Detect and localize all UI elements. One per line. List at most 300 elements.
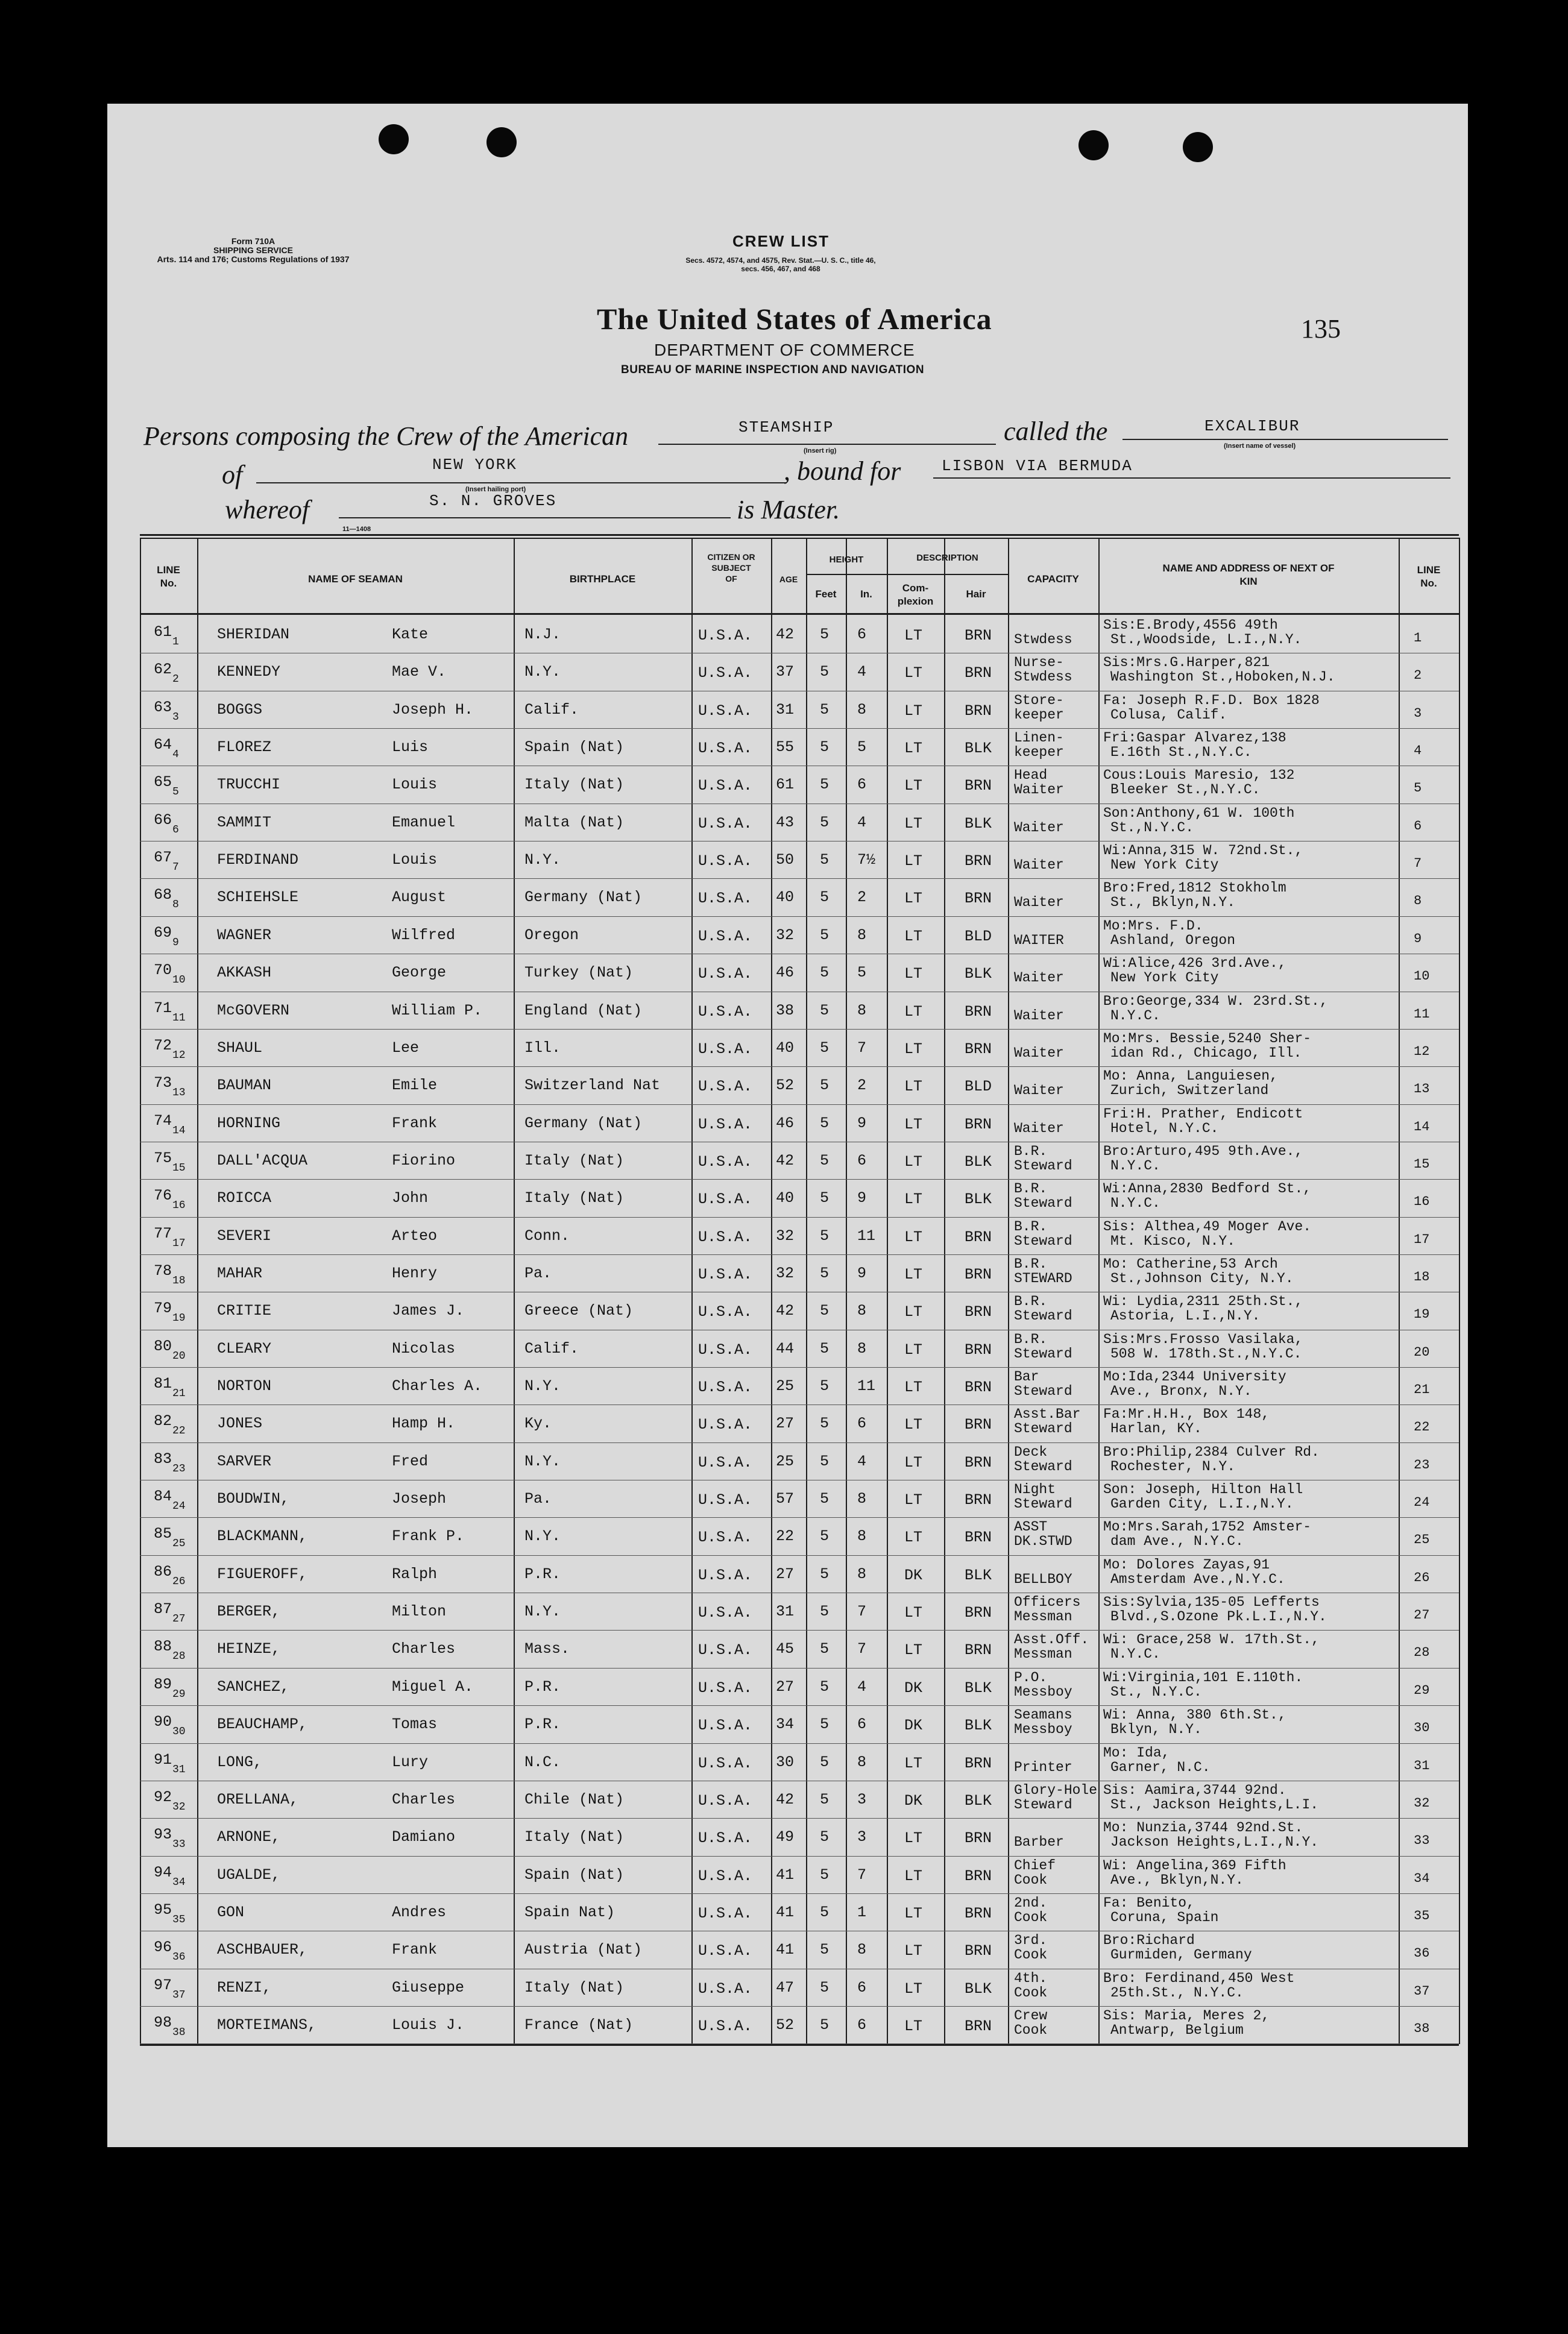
seaman-surname: HORNING	[217, 1114, 281, 1132]
height-feet: 5	[820, 1716, 830, 1734]
line-number: 85	[154, 1525, 172, 1543]
line-number: 69	[154, 923, 172, 942]
next-of-kin-line-2: N.Y.C.	[1110, 1007, 1160, 1024]
age: 38	[776, 1001, 795, 1019]
next-of-kin-line-2: Colusa, Calif.	[1110, 706, 1227, 723]
header-kin: NAME AND ADDRESS OF NEXT OF KIN	[1162, 562, 1335, 587]
description-subheader-rule	[887, 574, 1008, 575]
seaman-given-name: Frank	[392, 1114, 438, 1132]
citizenship: U.S.A.	[698, 814, 753, 832]
department-heading: DEPARTMENT OF COMMERCE	[654, 341, 915, 359]
next-of-kin-line-1: Wi: Grace,258 W. 17th.St.,	[1103, 1632, 1320, 1648]
hair-color: BLK	[965, 1153, 992, 1171]
seaman-surname: SARVER	[217, 1452, 272, 1470]
next-of-kin-line-1: Sis: Maria, Meres 2,	[1103, 2007, 1270, 2024]
citizenship: U.S.A.	[698, 1303, 753, 1321]
age: 31	[776, 700, 795, 719]
capacity-line-2: Waiter	[1014, 1045, 1064, 1061]
age: 37	[776, 663, 795, 681]
height-feet: 5	[820, 776, 830, 794]
next-of-kin-line-1: Son:Anthony,61 W. 100th	[1103, 805, 1295, 821]
next-of-kin-line-2: New York City	[1110, 857, 1219, 873]
line-sub-number: 24	[172, 1500, 186, 1513]
citizenship: U.S.A.	[698, 1078, 753, 1096]
age: 41	[776, 1941, 795, 1959]
height-inches: 2	[857, 1077, 867, 1095]
bound-for-label: , bound for	[784, 456, 901, 486]
page-number: 135	[1301, 314, 1341, 344]
punch-hole-3	[1078, 130, 1109, 160]
line-sub-number: 29	[172, 1688, 186, 1700]
age: 46	[776, 964, 795, 982]
line-number-right: 4	[1414, 743, 1422, 759]
next-of-kin-line-1: Sis:Mrs.Frosso Vasilaka,	[1103, 1331, 1303, 1347]
header-line-no-right: LINE No.	[1417, 564, 1441, 589]
height-feet: 5	[820, 1189, 830, 1207]
seaman-given-name: Hamp H.	[392, 1415, 456, 1433]
next-of-kin-line-2: St.,Woodside, L.I.,N.Y.	[1110, 632, 1302, 647]
capacity-line-2: Cook	[1014, 2022, 1048, 2038]
complexion: LT	[904, 1228, 923, 1246]
capacity-line-2: WAITER	[1014, 932, 1064, 948]
line-number-right: 3	[1414, 705, 1422, 721]
line-number: 84	[154, 1488, 172, 1506]
complexion: LT	[904, 1078, 923, 1096]
next-of-kin-line-1: Fri:Gaspar Alvarez,138	[1103, 730, 1286, 746]
birthplace: P.R.	[524, 1565, 561, 1583]
complexion: LT	[904, 1416, 923, 1434]
capacity-line-1: B.R.	[1014, 1331, 1048, 1347]
hair-color: BRN	[965, 1529, 992, 1547]
complexion: LT	[904, 740, 923, 758]
next-of-kin-line-2: Amsterdam Ave.,N.Y.C.	[1110, 1571, 1285, 1587]
next-of-kin-line-1: Fri:H. Prather, Endicott	[1103, 1106, 1303, 1122]
next-of-kin-line-2: Zurich, Switzerland	[1110, 1083, 1269, 1099]
height-feet: 5	[820, 1866, 830, 1884]
birthplace: P.R.	[524, 1716, 561, 1734]
header-height: HEIGHT	[829, 555, 864, 565]
capacity-line-1: Officers	[1014, 1594, 1081, 1611]
height-feet: 5	[820, 1678, 830, 1696]
hair-color: BRN	[965, 1942, 992, 1960]
next-of-kin-line-2: N.Y.C.	[1110, 1195, 1160, 1212]
height-subheader-rule	[806, 574, 887, 575]
birthplace: Germany (Nat)	[524, 889, 643, 907]
capacity-line-1: 3rd.	[1014, 1933, 1048, 1949]
age: 31	[776, 1603, 795, 1621]
birthplace: Italy (Nat)	[524, 1978, 625, 1996]
capacity-line-1: Seamans	[1014, 1707, 1072, 1723]
age: 25	[776, 1452, 795, 1470]
port-hint: (Insert hailing port)	[465, 486, 526, 493]
next-of-kin-line-1: Wi: Anna, 380 6th.St.,	[1103, 1707, 1286, 1723]
citizenship: U.S.A.	[698, 2017, 753, 2035]
height-feet: 5	[820, 700, 830, 719]
capacity-line-1: 4th.	[1014, 1970, 1048, 1986]
capacity-line-2: Waiter	[1014, 970, 1064, 986]
seaman-surname: SANCHEZ,	[217, 1678, 290, 1696]
citizenship: U.S.A.	[698, 1040, 753, 1058]
age: 27	[776, 1565, 795, 1583]
birthplace: Italy (Nat)	[524, 1828, 625, 1846]
complexion: LT	[904, 1829, 923, 1848]
capacity-line-2: Steward	[1014, 1496, 1072, 1512]
complexion: LT	[904, 664, 923, 682]
seaman-surname: TRUCCHI	[217, 776, 281, 794]
age: 55	[776, 738, 795, 757]
citizenship: U.S.A.	[698, 777, 753, 795]
seaman-surname: MAHAR	[217, 1264, 263, 1282]
height-inches: 6	[857, 1978, 867, 1996]
citizenship: U.S.A.	[698, 702, 753, 720]
citizenship: U.S.A.	[698, 1265, 753, 1283]
line-sub-number: 3	[172, 711, 179, 723]
height-inches: 11	[857, 1227, 876, 1245]
table-row	[140, 1517, 1459, 1518]
column-divider	[1459, 538, 1460, 2044]
line-sub-number: 37	[172, 1989, 186, 2001]
line-number-right: 33	[1414, 1833, 1430, 1849]
height-inches: 8	[857, 1527, 867, 1546]
line-number-right: 12	[1414, 1043, 1430, 1059]
seaman-given-name: Emanuel	[392, 813, 456, 831]
crew-list-statutes	[639, 256, 922, 273]
height-inches: 9	[857, 1114, 867, 1132]
capacity-line-1: Head	[1014, 767, 1048, 784]
capacity-line-1: Glory-Hole	[1014, 1782, 1098, 1798]
next-of-kin-line-2: St., Jackson Heights,L.I.	[1110, 1796, 1319, 1813]
capacity-line-1: Chief	[1014, 1857, 1056, 1873]
citizenship: U.S.A.	[698, 1754, 753, 1772]
age: 57	[776, 1490, 795, 1508]
citizenship: U.S.A.	[698, 1453, 753, 1471]
height-inches: 6	[857, 626, 867, 643]
birthplace: N.Y.	[524, 851, 561, 869]
line-number: 95	[154, 1901, 172, 1919]
seaman-given-name: Damiano	[392, 1828, 456, 1846]
height-inches: 4	[857, 1678, 867, 1696]
birthplace: N.C.	[524, 1753, 561, 1771]
height-feet: 5	[820, 1377, 830, 1395]
seaman-given-name: Mae V.	[392, 663, 447, 681]
age: 49	[776, 1828, 795, 1846]
header-line-no: LINE No.	[157, 564, 180, 589]
seaman-given-name: Fred	[392, 1452, 429, 1470]
complexion: LT	[904, 1153, 923, 1171]
age: 45	[776, 1640, 795, 1658]
height-inches: 11	[857, 1377, 876, 1395]
complexion: LT	[904, 702, 923, 720]
citizenship: U.S.A.	[698, 1341, 753, 1359]
next-of-kin-line-2: New York City	[1110, 970, 1219, 986]
table-row	[140, 1217, 1459, 1218]
hair-color: BRN	[965, 1604, 992, 1622]
next-of-kin-line-1: Bro:George,334 W. 23rd.St.,	[1103, 993, 1328, 1009]
line-sub-number: 6	[172, 823, 179, 836]
next-of-kin-line-1: Mo: Catherine,53 Arch	[1103, 1256, 1278, 1272]
next-of-kin-line-2: dam Ave., N.Y.C.	[1110, 1533, 1244, 1550]
height-feet: 5	[820, 1903, 830, 1921]
capacity-line-2: Messboy	[1014, 1722, 1072, 1738]
line-number: 79	[154, 1300, 172, 1318]
birthplace: Spain Nat)	[524, 1903, 616, 1921]
line-number-right: 21	[1414, 1382, 1430, 1397]
capacity-line-1: 2nd.	[1014, 1895, 1048, 1911]
height-feet: 5	[820, 2016, 830, 2034]
height-inches: 3	[857, 1790, 867, 1808]
height-feet: 5	[820, 1001, 830, 1019]
table-row	[140, 1893, 1459, 1894]
capacity-line-1: Nurse-	[1014, 655, 1064, 671]
height-inches: 3	[857, 1828, 867, 1846]
line-number: 64	[154, 736, 172, 754]
age: 47	[776, 1978, 795, 1996]
seaman-surname: ROICCA	[217, 1189, 272, 1207]
line-sub-number: 4	[172, 749, 179, 761]
hair-color: BLK	[965, 1980, 992, 1998]
line-number: 77	[154, 1224, 172, 1242]
next-of-kin-line-1: Mo: Ida,	[1103, 1744, 1170, 1761]
birthplace: N.J.	[524, 626, 561, 643]
line-number-right: 35	[1414, 1908, 1430, 1924]
birthplace: N.Y.	[524, 1377, 561, 1395]
capacity-line-2: Waiter	[1014, 1083, 1064, 1099]
capacity-line-2: Steward	[1014, 1233, 1072, 1249]
height-feet: 5	[820, 1227, 830, 1245]
line-number-right: 27	[1414, 1608, 1430, 1623]
next-of-kin-line-2: Garner, N.C.	[1110, 1759, 1211, 1775]
height-feet: 5	[820, 738, 830, 757]
line-sub-number: 20	[172, 1350, 186, 1362]
line-number-right: 5	[1414, 781, 1422, 796]
seaman-surname: SHERIDAN	[217, 626, 290, 643]
capacity-line-1: Linen-	[1014, 730, 1064, 746]
complexion: DK	[904, 1566, 923, 1584]
seaman-surname: KENNEDY	[217, 663, 281, 681]
line-sub-number: 23	[172, 1462, 186, 1475]
seaman-given-name: Miguel A.	[392, 1678, 474, 1696]
birthplace: Austria (Nat)	[524, 1941, 643, 1959]
next-of-kin-line-2: Harlan, KY.	[1110, 1421, 1202, 1437]
line-number: 82	[154, 1412, 172, 1430]
table-row	[140, 1367, 1459, 1368]
height-feet: 5	[820, 663, 830, 681]
line-number-right: 34	[1414, 1870, 1430, 1886]
next-of-kin-line-1: Wi: Angelina,369 Fifth	[1103, 1857, 1286, 1873]
citizenship: U.S.A.	[698, 664, 753, 682]
table-row	[140, 1743, 1459, 1744]
line-sub-number: 34	[172, 1876, 186, 1889]
hair-color: BLK	[965, 814, 992, 832]
table-bottom-rule	[140, 2044, 1459, 2046]
next-of-kin-line-1: Wi: Lydia,2311 25th.St.,	[1103, 1294, 1303, 1310]
birthplace: Chile (Nat)	[524, 1790, 625, 1808]
table-row	[140, 1818, 1459, 1819]
height-inches: 4	[857, 813, 867, 831]
age: 42	[776, 1790, 795, 1808]
next-of-kin-line-1: Mo: Dolores Zayas,91	[1103, 1556, 1270, 1573]
seaman-surname: JONES	[217, 1415, 263, 1433]
capacity-line-2: keeper	[1014, 744, 1064, 761]
line-number: 65	[154, 773, 172, 791]
hair-color: BRN	[965, 702, 992, 720]
birthplace: N.Y.	[524, 1527, 561, 1546]
age: 42	[776, 1302, 795, 1320]
complexion: LT	[904, 1904, 923, 1922]
line-number: 89	[154, 1675, 172, 1693]
age: 40	[776, 1189, 795, 1207]
age: 52	[776, 1077, 795, 1095]
seaman-surname: RENZI,	[217, 1978, 272, 1996]
next-of-kin-line-2: St., Bklyn,N.Y.	[1110, 895, 1236, 911]
table-row	[140, 1555, 1459, 1556]
next-of-kin-line-1: Mo: Anna, Languiesen,	[1103, 1068, 1278, 1084]
line-number-right: 22	[1414, 1420, 1430, 1435]
line-number-right: 26	[1414, 1570, 1430, 1585]
capacity-line-1: Store-	[1014, 692, 1064, 708]
line-sub-number: 15	[172, 1162, 186, 1174]
line-number: 88	[154, 1638, 172, 1656]
age: 61	[776, 776, 795, 794]
seaman-given-name: John	[392, 1189, 429, 1207]
line-number-right: 38	[1414, 2021, 1430, 2036]
hailing-port: NEW YORK	[432, 456, 517, 474]
next-of-kin-line-2: Ave., Bronx, N.Y.	[1110, 1383, 1252, 1399]
crew-statement-label: Persons composing the Crew of the American	[143, 421, 629, 451]
citizenship: U.S.A.	[698, 1191, 753, 1209]
seaman-surname: CLEARY	[217, 1339, 272, 1357]
birthplace: Ill.	[524, 1039, 561, 1057]
capacity-line-2: Cook	[1014, 1947, 1048, 1963]
line-number: 92	[154, 1788, 172, 1806]
seaman-given-name: Luis	[392, 738, 429, 757]
next-of-kin-line-1: Sis: Aamira,3744 92nd.	[1103, 1782, 1286, 1798]
height-inches: 8	[857, 1490, 867, 1508]
line-sub-number: 18	[172, 1274, 186, 1287]
form-service: SHIPPING SERVICE	[213, 245, 293, 255]
height-feet: 5	[820, 1527, 830, 1546]
height-feet: 5	[820, 1302, 830, 1320]
master-name: S. N. GROVES	[429, 492, 557, 510]
height-inches: 5	[857, 738, 867, 757]
complexion: LT	[904, 1641, 923, 1659]
age: 42	[776, 626, 795, 643]
next-of-kin-line-1: Mo:Mrs. F.D.	[1103, 917, 1203, 934]
height-feet: 5	[820, 851, 830, 869]
line-number: 86	[154, 1562, 172, 1581]
seaman-surname: SHAUL	[217, 1039, 263, 1057]
line-number: 70	[154, 961, 172, 980]
hair-color: BRN	[965, 1341, 992, 1359]
line-number: 94	[154, 1863, 172, 1881]
capacity-line-2: Steward	[1014, 1157, 1072, 1174]
header-name: NAME OF SEAMAN	[308, 573, 403, 585]
age: 40	[776, 889, 795, 907]
height-feet: 5	[820, 1452, 830, 1470]
birthplace: Italy (Nat)	[524, 776, 625, 794]
line-sub-number: 32	[172, 1801, 186, 1813]
birthplace: P.R.	[524, 1678, 561, 1696]
line-number: 83	[154, 1450, 172, 1468]
hair-color: BLK	[965, 740, 992, 758]
birthplace: Calif.	[524, 700, 579, 719]
citizenship: U.S.A.	[698, 1867, 753, 1885]
header-description: DESCRIPTION	[916, 553, 978, 563]
hair-color: BRN	[965, 1754, 992, 1772]
citizenship: U.S.A.	[698, 627, 753, 644]
complexion: LT	[904, 777, 923, 795]
height-inches: 8	[857, 1339, 867, 1357]
complexion: LT	[904, 1980, 923, 1998]
table-row	[140, 2006, 1459, 2007]
citizenship: U.S.A.	[698, 1566, 753, 1584]
line-number: 81	[154, 1375, 172, 1392]
next-of-kin-line-2: Ave., Bklyn,N.Y.	[1110, 1872, 1244, 1888]
table-row	[140, 1029, 1459, 1030]
height-feet: 5	[820, 1603, 830, 1621]
capacity-line-1: B.R.	[1014, 1181, 1048, 1197]
seaman-given-name: Emile	[392, 1077, 438, 1095]
line-number: 63	[154, 698, 172, 716]
citizenship: U.S.A.	[698, 740, 753, 758]
complexion: LT	[904, 1303, 923, 1321]
next-of-kin-line-2: Antwarp, Belgium	[1110, 2022, 1244, 2038]
line-sub-number: 12	[172, 1049, 186, 1062]
height-feet: 5	[820, 964, 830, 982]
height-feet: 5	[820, 1941, 830, 1959]
seaman-surname: CRITIE	[217, 1302, 272, 1320]
line-number-right: 6	[1414, 818, 1422, 834]
capacity-line-2: Messman	[1014, 1609, 1072, 1625]
seaman-surname: DALL'ACQUA	[217, 1151, 308, 1169]
seaman-surname: MORTEIMANS,	[217, 2016, 317, 2034]
port-underline	[256, 482, 787, 483]
age: 25	[776, 1377, 795, 1395]
complexion: LT	[904, 890, 923, 908]
line-number: 91	[154, 1750, 172, 1769]
complexion: LT	[904, 1379, 923, 1396]
birthplace: Spain (Nat)	[524, 738, 625, 757]
seaman-given-name: Charles A.	[392, 1377, 483, 1395]
next-of-kin-line-2: Gurmiden, Germany	[1110, 1947, 1252, 1963]
bureau-heading: BUREAU OF MARINE INSPECTION AND NAVIGATION	[621, 363, 925, 376]
next-of-kin-line-1: Wi:Anna,315 W. 72nd.St.,	[1103, 843, 1303, 859]
next-of-kin-line-1: Bro:Arturo,495 9th.Ave.,	[1103, 1143, 1303, 1159]
complexion: DK	[904, 1679, 923, 1697]
age: 43	[776, 813, 795, 831]
table-row	[140, 1705, 1459, 1706]
master-underline	[339, 517, 731, 518]
height-inches: 2	[857, 889, 867, 907]
seaman-given-name: James J.	[392, 1302, 465, 1320]
capacity-line-1: Asst.Bar	[1014, 1406, 1081, 1423]
next-of-kin-line-1: Mo: Nunzia,3744 92nd.St.	[1103, 1820, 1303, 1836]
complexion: LT	[904, 1115, 923, 1133]
next-of-kin-line-2: Jackson Heights,L.I.,N.Y.	[1110, 1834, 1319, 1851]
seaman-surname: ASCHBAUER,	[217, 1941, 308, 1959]
line-sub-number: 22	[172, 1425, 186, 1438]
height-inches: 8	[857, 1001, 867, 1019]
header-capacity: CAPACITY	[1027, 573, 1079, 585]
line-number-right: 30	[1414, 1720, 1430, 1736]
citizenship: U.S.A.	[698, 1641, 753, 1659]
hair-color: BLK	[965, 1566, 992, 1584]
line-number: 76	[154, 1187, 172, 1205]
line-number-right: 16	[1414, 1194, 1430, 1210]
hair-color: BRN	[965, 1303, 992, 1321]
complexion: LT	[904, 965, 923, 983]
seaman-given-name: Milton	[392, 1603, 447, 1621]
